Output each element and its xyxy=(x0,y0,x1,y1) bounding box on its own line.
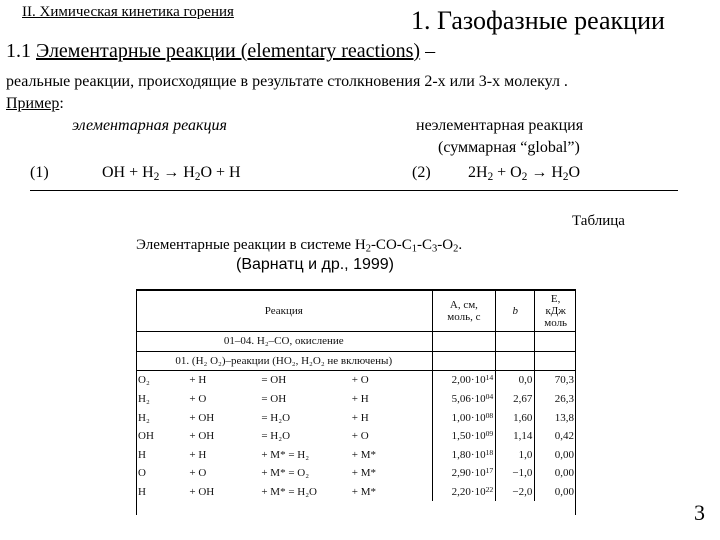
reactant-1: O xyxy=(138,467,146,480)
subsection-number: 1.1 xyxy=(6,40,31,62)
slide-title: 1. Газофазные реакции xyxy=(411,6,665,35)
section-header: II. Химическая кинетика горения xyxy=(22,4,234,20)
subsection-title: 01. (H₂ O₂)–реакции (HO₂, H₂O₂ не включены) xyxy=(136,351,432,371)
rate-b: −2,0 xyxy=(496,483,535,502)
definition-text: реальные реакции, происходящие в результате столкновения 2-х или 3-х молекул . xyxy=(6,73,568,90)
rate-a: $2,00\cdot 10^{14}$ xyxy=(432,371,496,390)
header-a: A, см, моль, с xyxy=(432,290,496,332)
eq1-number: (1) xyxy=(30,164,49,181)
section-title: 01–04. H₂–CO, окисление xyxy=(136,332,432,352)
rate-a: $5,06\cdot 10^{04}$ xyxy=(432,390,496,409)
eq1-formula: OH + $H_2 \to H_2O + H$ xyxy=(102,164,241,183)
product-1: = OH xyxy=(261,374,287,387)
reactant-1: H₂ xyxy=(138,411,150,424)
table-row xyxy=(136,390,576,409)
reactant-2: + H xyxy=(189,448,207,461)
rate-a: $2,90\cdot 10^{17}$ xyxy=(432,464,496,483)
table-citation: (Варнатц и др., 1999) xyxy=(236,256,394,273)
table-left-border xyxy=(136,289,137,515)
rate-b: 0,0 xyxy=(496,371,535,390)
nonelementary-label: неэлементарная реакция xyxy=(416,117,584,134)
table-row xyxy=(136,446,576,465)
product-2: + O xyxy=(351,430,369,443)
product-1: + M* = H₂ xyxy=(261,448,310,461)
rate-a: $1,80\cdot 10^{18}$ xyxy=(432,446,496,465)
header-b: b xyxy=(496,290,535,332)
reactant-1: O₂ xyxy=(138,374,150,387)
table-row xyxy=(136,483,576,502)
reactant-1: H xyxy=(138,486,146,499)
table-label: Таблица xyxy=(572,213,625,229)
reactant-1: H₂ xyxy=(138,393,150,406)
header-reaction: Реакция xyxy=(136,290,432,332)
summary-label: (суммарная “global”) xyxy=(438,139,580,156)
reactant-1: OH xyxy=(138,430,154,443)
table-right-border xyxy=(575,289,576,515)
table-header-row xyxy=(136,290,576,332)
heading-dash: – xyxy=(425,40,436,62)
table-row xyxy=(136,371,576,390)
rate-e: 0,42 xyxy=(535,427,576,446)
page-number: 3 xyxy=(694,500,705,525)
rate-e: 0,00 xyxy=(535,464,576,483)
reactant-2: + O xyxy=(189,467,207,480)
product-2: + M* xyxy=(351,448,377,461)
example-heading xyxy=(6,95,64,113)
rate-e: 0,00 xyxy=(535,446,576,465)
rate-a: $2,20\cdot 10^{22}$ xyxy=(432,483,496,502)
reactant-2: + OH xyxy=(189,411,215,424)
rate-e: 70,3 xyxy=(535,371,576,390)
product-1: + M* = H₂O xyxy=(261,486,318,499)
reactant-2: + H xyxy=(189,374,207,387)
eq2-formula: $2H_2 + O_2 \to H_2O$ xyxy=(468,164,581,183)
rate-e: 0,00 xyxy=(535,483,576,502)
header-e: E, кДж моль xyxy=(535,290,576,332)
rate-b: −1,0 xyxy=(496,464,535,483)
product-2: + H xyxy=(351,393,369,406)
product-2: + M* xyxy=(351,467,377,480)
subsection-title: Элементарные реакции (elementary reactions) xyxy=(36,40,421,62)
reactant-2: + OH xyxy=(189,486,215,499)
rate-e: 13,8 xyxy=(535,408,576,427)
product-1: = H₂O xyxy=(261,411,291,424)
table-row xyxy=(136,408,576,427)
table-subsection-row xyxy=(136,351,576,371)
reactant-1: H xyxy=(138,448,146,461)
reactant-2: + O xyxy=(189,393,207,406)
example-label: Пример xyxy=(6,95,60,112)
subsection-heading xyxy=(6,40,435,63)
rate-b: 2,67 xyxy=(496,390,535,409)
product-1: = H₂O xyxy=(261,430,291,443)
table-section-row xyxy=(136,332,576,352)
rate-a: $1,00\cdot 10^{08}$ xyxy=(432,408,496,427)
example-colon: : xyxy=(59,95,64,112)
reaction-table xyxy=(136,289,576,515)
reactant-2: + OH xyxy=(189,430,215,443)
table-row xyxy=(136,464,576,483)
rate-b: 1,0 xyxy=(496,446,535,465)
product-1: + M* = O₂ xyxy=(261,467,310,480)
divider-line xyxy=(30,190,678,191)
table-row xyxy=(136,427,576,446)
product-1: = OH xyxy=(261,393,287,406)
rate-b: 1,14 xyxy=(496,427,535,446)
product-2: + O xyxy=(351,374,369,387)
product-2: + H xyxy=(351,411,369,424)
table-caption: Элементарные реакции в системе $H_2-CO-C_1-C_3-O_2$. xyxy=(136,237,463,255)
rate-b: 1,60 xyxy=(496,408,535,427)
rate-e: 26,3 xyxy=(535,390,576,409)
rate-a: $1,50\cdot 10^{09}$ xyxy=(432,427,496,446)
eq2-number: (2) xyxy=(412,164,431,181)
elementary-label: элементарная реакция xyxy=(72,117,227,134)
product-2: + M* xyxy=(351,486,377,499)
